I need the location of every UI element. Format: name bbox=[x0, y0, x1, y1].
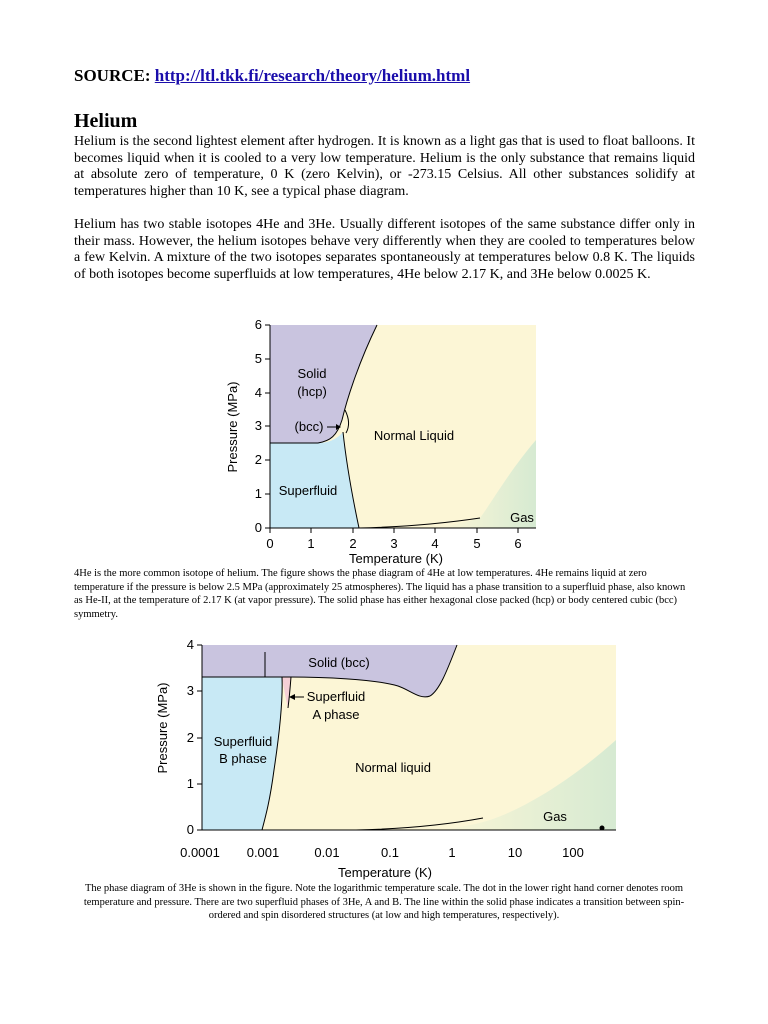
he4-hcp-label: (hcp) bbox=[297, 384, 327, 399]
he4-ytick-5: 5 bbox=[254, 351, 262, 366]
he3-xlabel: Temperature (K) bbox=[338, 865, 432, 880]
he3-phase-diagram bbox=[150, 636, 620, 882]
source-line bbox=[74, 66, 470, 86]
he3-ylabel: Pressure (MPa) bbox=[155, 682, 170, 774]
he4-xtick-2: 2 bbox=[349, 536, 357, 551]
he3-solid-label: Solid (bcc) bbox=[308, 655, 370, 670]
he4-ytick-0: 0 bbox=[254, 520, 262, 535]
he3-liquid-label: Normal liquid bbox=[355, 760, 431, 775]
he4-xtick-5: 5 bbox=[473, 536, 481, 551]
he4-xtick-4: 4 bbox=[431, 536, 439, 551]
he4-ytick-3: 3 bbox=[254, 418, 262, 433]
he3-gas-label: Gas bbox=[543, 809, 567, 824]
he3-superfluid-a-label-1: Superfluid bbox=[306, 689, 366, 704]
caption-2: The phase diagram of 3He is shown in the figure. Note the logarithmic temperature scale. The dot in the lower right hand corner denotes room temperature and pressure. There are two superfluid phases of 3He, A and B. The line within the solid phase indicates a transition between spin-ordered and spin disordered structures (at low and high temperatures, respectively). bbox=[83, 883, 685, 921]
he3-ytick-0: 0 bbox=[186, 822, 194, 837]
he4-ytick-1: 1 bbox=[254, 486, 262, 501]
he3-xtick-4: 1 bbox=[448, 845, 456, 860]
he4-xlabel: Temperature (K) bbox=[349, 551, 443, 566]
he4-solid-label: Solid bbox=[297, 366, 327, 381]
he3-xtick-1: 0.001 bbox=[246, 845, 280, 860]
he3-ytick-3: 3 bbox=[186, 683, 194, 698]
he3-superfluid-b-label-1: Superfluid bbox=[213, 734, 273, 749]
he3-xtick-6: 100 bbox=[562, 845, 584, 860]
he3-superfluid-b-label-2: B phase bbox=[219, 751, 267, 766]
caption-1: 4He is the more common isotope of helium. The figure shows the phase diagram of 4He at low temperatures. 4He remains liquid at zero temperature if the pressure is below 2.5 MPa (approximately 25 atmospheres). The liquid has a phase transition to a superfluid phase, also known as He-II, at the temperature of 2.17 K (at vapor pressure). The solid phase has either hexagonal close packed (hcp) or body centered cubic (bcc) symmetry. bbox=[74, 568, 686, 620]
page-heading: Helium bbox=[74, 110, 138, 132]
he3-xtick-5: 10 bbox=[507, 845, 523, 860]
he4-ytick-6: 6 bbox=[254, 317, 262, 332]
he3-ytick-2: 2 bbox=[186, 730, 194, 745]
he4-gas-label: Gas bbox=[510, 510, 534, 525]
he4-ytick-2: 2 bbox=[254, 452, 262, 467]
he4-superfluid-label: Superfluid bbox=[278, 483, 338, 498]
paragraph-2: Helium has two stable isotopes 4He and 3He. Usually different isotopes of the same substance differ only in their mass. However, the helium isotopes behave very differently when they are cooled to temperatures below a few Kelvin. A mixture of the two isotopes separates spontaneously at temperatures below 0.8 K. The liquids of both isotopes become superfluids at low temperatures, 4He below 2.17 K, and 3He below 0.0025 K. bbox=[74, 217, 695, 282]
he3-xtick-2: 0.01 bbox=[314, 845, 340, 860]
he3-ytick-4: 4 bbox=[186, 637, 194, 652]
he3-xtick-0: 0.0001 bbox=[180, 845, 220, 860]
he4-ylabel: Pressure (MPa) bbox=[225, 381, 240, 473]
he4-xtick-3: 3 bbox=[390, 536, 398, 551]
he4-bcc-label: (bcc) bbox=[294, 419, 324, 434]
he4-liquid-label: Normal Liquid bbox=[373, 428, 455, 443]
he4-ytick-4: 4 bbox=[254, 385, 262, 400]
he3-xtick-3: 0.1 bbox=[380, 845, 400, 860]
he4-xtick-1: 1 bbox=[307, 536, 315, 551]
he4-phase-diagram bbox=[220, 312, 540, 568]
he4-xtick-6: 6 bbox=[514, 536, 522, 551]
he3-superfluid-a-label-2: A phase bbox=[312, 707, 360, 722]
source-label: SOURCE: bbox=[74, 66, 151, 85]
paragraph-1: Helium is the second lightest element after hydrogen. It is known as a light gas that is used to float balloons. It becomes liquid when it is cooled to a very low temperature. Helium is the only substance that remains liquid at absolute zero of temperature, 0 K (zero Kelvin), or -273.15 Celsius. All other substances solidify at temperatures higher than 10 K, see a typical phase diagram. bbox=[74, 134, 695, 199]
he4-xtick-0: 0 bbox=[266, 536, 274, 551]
he3-ytick-1: 1 bbox=[186, 776, 194, 791]
source-link[interactable]: http://ltl.tkk.fi/research/theory/helium.html bbox=[154, 66, 471, 85]
